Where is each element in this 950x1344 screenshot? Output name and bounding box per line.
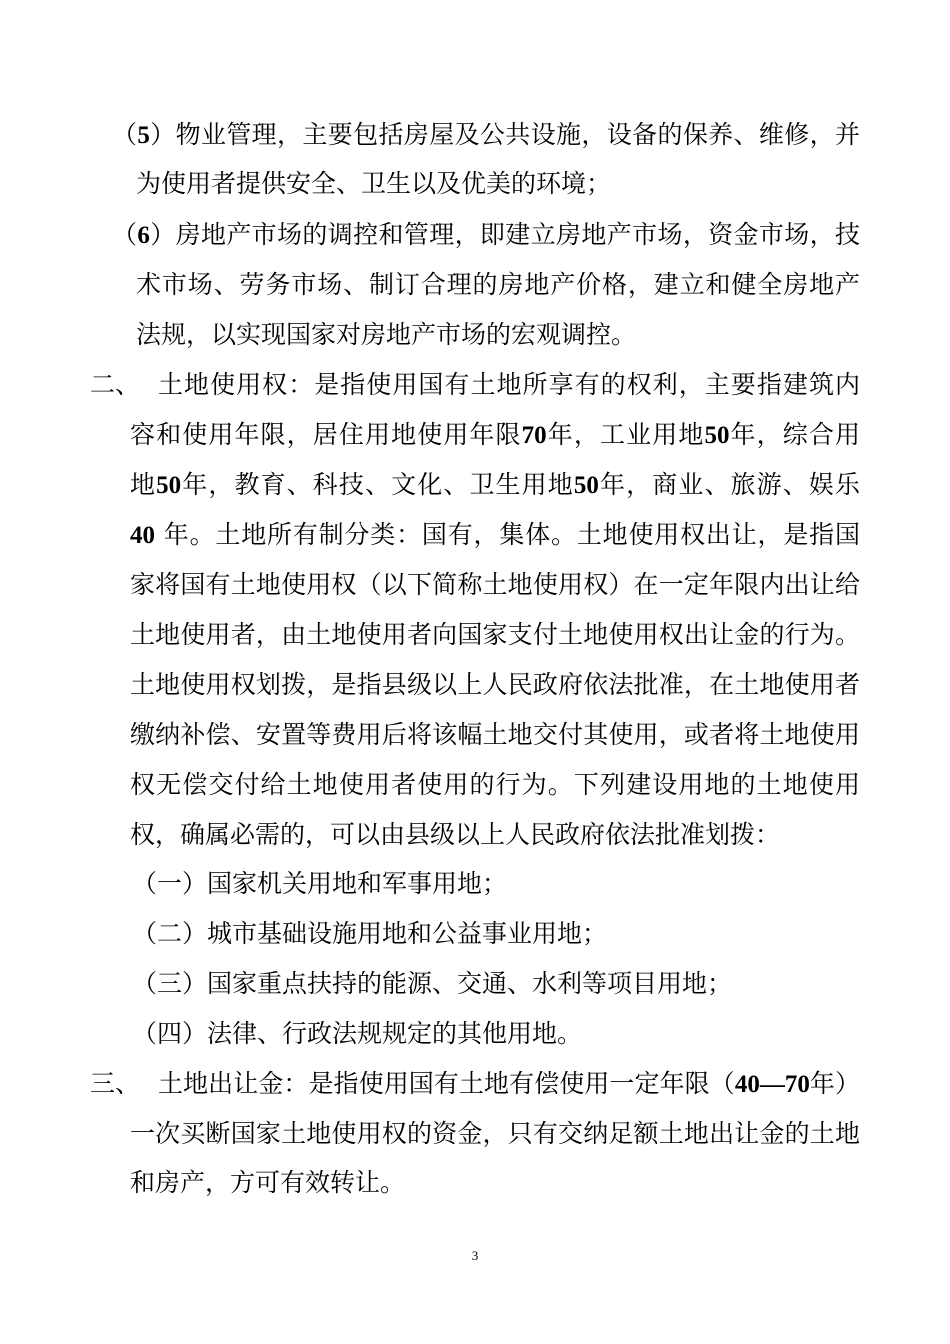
section2-line1: 土地使用权：是指使用国有土地所享有的权利，主要指建筑内 bbox=[158, 370, 860, 399]
section2-line4: 40 年。土地所有制分类：国有，集体。土地使用权出让，是指国 bbox=[130, 520, 860, 549]
sub-item-4: （四）法律、行政法规规定的其他用地。 bbox=[132, 1019, 583, 1048]
section2-line3: 地50年，教育、科技、文化、卫生用地50年，商业、旅游、娱乐 bbox=[130, 470, 860, 499]
open-paren: （ bbox=[112, 120, 138, 149]
sub-item-1: （一）国家机关用地和军事用地； bbox=[132, 869, 508, 898]
item6-line3: 法规，以实现国家对房地产市场的宏观调控。 bbox=[136, 320, 637, 349]
years-range: 40—70 bbox=[734, 1071, 810, 1098]
sub-item-2: （二）城市基础设施用地和公益事业用地； bbox=[132, 919, 608, 948]
section2-marker: 二、 bbox=[90, 370, 141, 399]
item6-line1 bbox=[112, 218, 860, 253]
section2-line2: 容和使用年限，居住用地使用年限70年，工业用地50年，综合用 bbox=[130, 420, 860, 449]
section3-marker: 三、 bbox=[90, 1069, 141, 1098]
item5-number: 5 bbox=[137, 122, 150, 149]
years-50: 50 bbox=[156, 472, 182, 499]
years-70: 70 bbox=[521, 422, 547, 449]
item6-text-1: ）房地产市场的调控和管理，即建立房地产市场，资金市场，技 bbox=[149, 220, 860, 249]
section3-line1: 土地出让金：是指使用国有土地有偿使用一定年限（40—70年） bbox=[158, 1069, 860, 1098]
item5-text-1: ）物业管理，主要包括房屋及公共设施，设备的保养、维修，并 bbox=[149, 120, 860, 149]
section2-line5: 家将国有土地使用权（以下简称土地使用权）在一定年限内出让给 bbox=[130, 570, 860, 599]
years-40: 40 bbox=[130, 522, 155, 549]
section3-line2: 一次买断国家土地使用权的资金，只有交纳足额土地出让金的土地 bbox=[130, 1119, 860, 1148]
item5-line1 bbox=[112, 118, 860, 153]
years-50: 50 bbox=[573, 472, 599, 499]
section2-line7: 土地使用权划拨，是指县级以上人民政府依法批准，在土地使用者 bbox=[130, 670, 860, 699]
sub-item-3: （三）国家重点扶持的能源、交通、水利等项目用地； bbox=[132, 969, 733, 998]
years-50: 50 bbox=[704, 422, 730, 449]
section2-line6: 土地使用者，由土地使用者向国家支付土地使用权出让金的行为。 bbox=[130, 620, 860, 649]
item6-number: 6 bbox=[137, 222, 150, 249]
section2-line10: 权，确属必需的，可以由县级以上人民政府依法批准划拨： bbox=[130, 820, 781, 849]
section3-line3: 和房产，方可有效转让。 bbox=[130, 1168, 406, 1197]
item5-line2: 为使用者提供安全、卫生以及优美的环境； bbox=[136, 169, 612, 198]
item6-line2: 术市场、劳务市场、制订合理的房地产价格，建立和健全房地产 bbox=[136, 270, 860, 299]
open-paren: （ bbox=[112, 220, 138, 249]
page-number: 3 bbox=[471, 1248, 479, 1263]
section2-line8: 缴纳补偿、安置等费用后将该幅土地交付其使用，或者将土地使用 bbox=[130, 720, 860, 749]
section2-line9: 权无偿交付给土地使用者使用的行为。下列建设用地的土地使用 bbox=[130, 770, 860, 799]
